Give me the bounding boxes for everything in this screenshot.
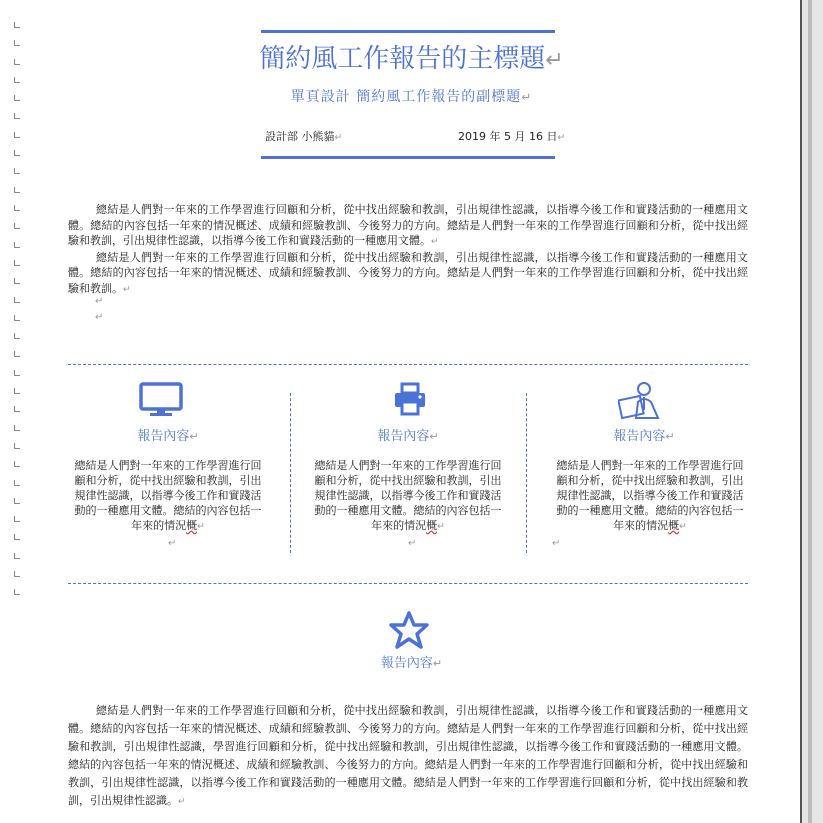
paragraph-mark — [14, 498, 20, 504]
paragraph-mark — [14, 406, 20, 412]
paragraph-mark — [14, 589, 20, 595]
feature-text[interactable]: 總結是人們對一年來的工作學習進行回顧和分析，從中找出經驗和教訓，引出規律性認識，以指導今後工作和實踐活動的一種應用文體。總結的內容包括一年來的情況概述、成績和經驗教訓、今後努力的方向。總結是人們對一年來的工作學習進行回顧和分析，從中找出經驗和教訓，引出規律性認識，學習進行回顧和分析，從中找出經驗和教訓，引出規律性認識，以指導今後工作和實踐活動的一種應用文體。總結的內容包括一年來的情況概述、成績和經驗教訓、今後努力的方向。總結是人們對一年來的工作學習進行回顧和分析，從中找出經驗和教訓，引出規律性認識，以指導今後工作和實踐活動的一種應用文體。總結是人們對一年來的工作學習進行回顧和分析，從中找出經驗和教訓，引出規律性認識。↵ — [68, 704, 748, 807]
paragraph-mark — [14, 113, 20, 119]
paragraph-mark — [14, 425, 20, 431]
monitor-icon — [139, 382, 183, 418]
star-icon — [388, 610, 430, 650]
presenter-icon — [618, 380, 662, 420]
paragraph-mark — [14, 516, 20, 522]
feature-heading[interactable]: 報告內容↵ — [380, 656, 443, 671]
page-edge-scroll-area — [800, 0, 823, 823]
paragraph-mark — [14, 333, 20, 339]
paragraph-mark — [14, 351, 20, 357]
paragraph-mark — [14, 205, 20, 211]
paragraph-mark — [14, 278, 20, 284]
header-bottom-rule — [261, 156, 555, 159]
paragraph-mark — [14, 77, 20, 83]
column-2-text[interactable]: 總結是人們對一年來的工作學習進行回顧和分析，從中找出經驗和教訓，引出規律性認識，以指導今後工作和實踐活動的一種應用文體。總結的內容包括一年來的情況概↵ — [314, 459, 502, 532]
paragraph-mark — [14, 242, 20, 248]
column-3-text[interactable]: 總結是人們對一年來的工作學習進行回顧和分析，從中找出經驗和教訓，引出規律性認識，以指導今後工作和實踐活動的一種應用文體。總結的內容包括一年來的情況概↵ — [556, 459, 744, 532]
paragraph-mark — [14, 315, 20, 321]
paragraph-mark — [14, 443, 20, 449]
empty-paragraph-mark: ↵ — [408, 538, 417, 549]
paragraph-mark — [14, 370, 20, 376]
paragraph-mark — [14, 388, 20, 394]
empty-paragraph-mark: ↵ — [168, 538, 177, 549]
paragraph-mark — [14, 132, 20, 138]
column-3-heading[interactable]: 報告內容↵ — [613, 429, 675, 444]
column-divider-1 — [290, 393, 291, 553]
author-line[interactable]: 設計部 小熊貓↵ — [265, 130, 343, 143]
paragraph-mark — [14, 223, 20, 229]
paragraph-mark — [14, 297, 20, 303]
column-1-heading[interactable]: 報告內容↵ — [137, 429, 199, 444]
page-title[interactable]: 簡約風工作報告的主標題↵ — [259, 44, 564, 74]
paragraph-mark — [14, 480, 20, 486]
paragraph-mark — [14, 571, 20, 577]
section-divider-bottom — [68, 583, 748, 584]
paragraph-mark — [14, 260, 20, 266]
column-divider-2 — [526, 393, 527, 553]
empty-paragraph-mark: ↵ — [95, 312, 104, 323]
paragraph-mark — [14, 461, 20, 467]
paragraph-mark — [14, 168, 20, 174]
paragraph-mark — [14, 22, 20, 28]
empty-paragraph-mark: ↵ — [95, 296, 104, 307]
printer-icon — [393, 382, 427, 416]
paragraph-mark — [14, 150, 20, 156]
date-line[interactable]: 2019 年 5 月 16 日↵ — [458, 130, 566, 143]
empty-paragraph-mark: ↵ — [552, 538, 561, 549]
paragraph-mark — [14, 187, 20, 193]
section-divider-top — [68, 364, 748, 365]
paragraph-mark — [14, 553, 20, 559]
top-rule — [261, 30, 555, 33]
page-subtitle[interactable]: 單頁設計 簡約風工作報告的副標題↵ — [290, 89, 533, 105]
column-2-heading[interactable]: 報告內容↵ — [377, 429, 439, 444]
intro-text[interactable]: 總結是人們對一年來的工作學習進行回顧和分析，從中找出經驗和教訓，引出規律性認識，以指導今後工作和實踐活動的一種應用文體。總結的內容包括一年來的情況概述、成績和經驗教訓、今後努力的方向。總結是人們對一年來的工作學習進行回顧和分析，從中找出經驗和教訓，引出規律性認識，以指導今後工作和實踐活動的一種應用文體。↵ 總結是人們對一年來的工作學習進行回顧和分析，從中找出經驗和教訓，引出規律性認識，以指導今後工作和實踐活動的一種應用文體。總結的內容包括一年來的情況概述、成績和經驗教訓、今後努力的方向。總結是人們對一年來的工作學習進行回顧和分析，從中找出經驗和教訓。↵ — [68, 203, 748, 295]
paragraph-mark — [14, 534, 20, 540]
column-1-text[interactable]: 總結是人們對一年來的工作學習進行回顧和分析，從中找出經驗和教訓，引出規律性認識，以指導今後工作和實踐活動的一種應用文體。總結的內容包括一年來的情況概↵ — [74, 459, 262, 532]
